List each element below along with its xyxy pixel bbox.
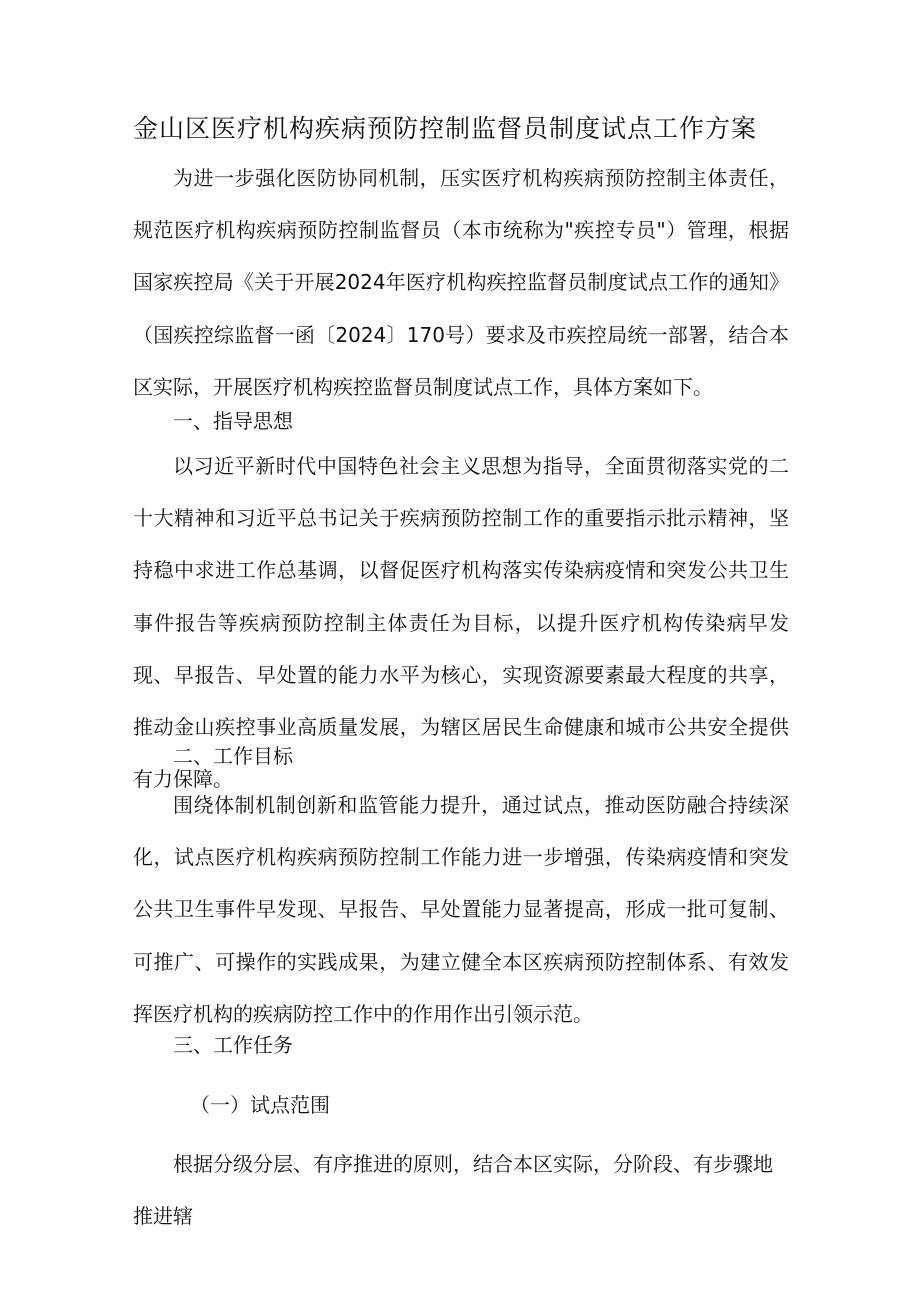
section-heading-work-goals: 二、工作目标 xyxy=(173,744,293,768)
subsection-heading-pilot-scope: （一）试点范围 xyxy=(190,1093,330,1117)
pilot-scope-paragraph: 根据分级分层、有序推进的原则，结合本区实际，分阶段、有步骤地推进辖 xyxy=(133,1152,773,1229)
work-goals-paragraph: 围绕体制机制创新和监管能力提升，通过试点，推动医防融合持续深化，试点医疗机构疾病预防控制工作能力进一步增强，传染病疫情和突发公共卫生事件早发现、早报告、早处置能力显著提高，形成一批可复制、可推广、可操作的实践成果，为建立健全本区疾病预防控制体系、有效发挥医疗机构的疾病防控工作中的作用作出引领示范。 xyxy=(133,793,789,1026)
intro-paragraph: 为进一步强化医防协同机制，压实医疗机构疾病预防控制主体责任，规范医疗机构疾病预防控制监督员（本市统称为"疾控专员"）管理，根据国家疾控局《关于开展2024年医疗机构疾控监督员制度试点工作的通知》（国疾控综监督一函〔2024〕170号）要求及市疾控局统一部署，结合本区实际，开展医疗机构疾控监督员制度试点工作，具体方案如下。 xyxy=(133,166,789,399)
document-title: 金山区医疗机构疾病预防控制监督员制度试点工作方案 xyxy=(133,114,758,143)
section-heading-work-tasks: 三、工作任务 xyxy=(173,1033,293,1057)
guiding-ideology-paragraph: 以习近平新时代中国特色社会主义思想为指导，全面贯彻落实党的二十大精神和习近平总书记关于疾病预防控制工作的重要指示批示精神，坚持稳中求进工作总基调，以督促医疗机构落实传染病疫情和突发公共卫生事件报告等疾病预防控制主体责任为目标，以提升医疗机构传染病早发现、早报告、早处置的能力水平为核心，实现资源要素最大程度的共享，推动金山疾控事业高质量发展，为辖区居民生命健康和城市公共安全提供有力保障。 xyxy=(133,454,789,792)
section-heading-guiding-ideology: 一、指导思想 xyxy=(173,409,293,433)
